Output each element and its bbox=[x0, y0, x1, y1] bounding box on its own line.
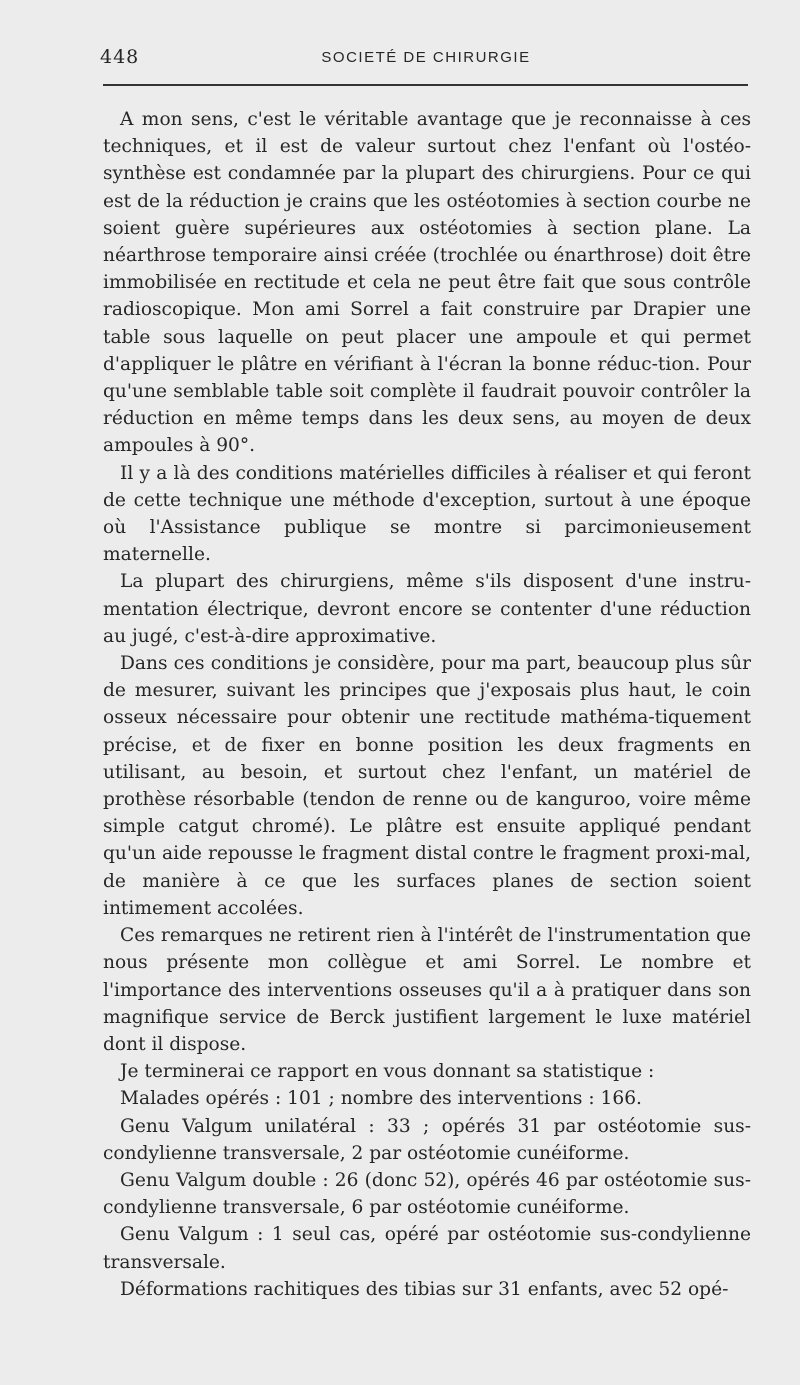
paragraph: A mon sens, c'est le véritable avantage que je reconnaisse à ces techniques, et il est de valeur surtout chez l'enfant où l'ostéo-synthèse est condamnée par la plupart des chirurgiens. Pour ce qui est de la réduction je crains que les ostéotomies à section courbe ne soient guère supérieures aux ostéotomies à section plane. La néarthrose temporaire ainsi créée (trochlée ou énarthrose) doit être immobilisée en rectitude et cela ne peut être fait que sous contrôle radioscopique. Mon ami Sorrel a fait construire par Drapier une table sous laquelle on peut placer une ampoule et qui permet d'appliquer le plâtre en vérifiant à l'écran la bonne réduc-tion. Pour qu'une semblable table soit complète il faudrait pouvoir contrôler la réduction en même temps dans les deux sens, au moyen de deux ampoules à 90°. bbox=[103, 109, 751, 457]
paragraph: Il y a là des conditions matérielles difficiles à réaliser et qui feront de cette technique une méthode d'exception, surtout à une époque où l'Assistance publique se montre si parcimonieusement maternelle. bbox=[103, 462, 751, 566]
running-head: SOCIETÉ DE CHIRURGIE bbox=[321, 49, 531, 66]
paragraph: Déformations rachitiques des tibias sur 31 enfants, avec 52 opé- bbox=[120, 1278, 729, 1300]
paragraph: Ces remarques ne retirent rien à l'intérêt de l'instrumentation que nous présente mon collègue et ami Sorrel. Le nombre et l'importance des interventions osseuses qu'il a à pratiquer dans son magnifique service de Berck justifient largement le luxe matériel dont il dispose. bbox=[103, 925, 751, 1055]
body-text bbox=[103, 106, 751, 1303]
paragraph: Genu Valgum unilatéral : 33 ; opérés 31 par ostéotomie sus-condylienne transversale, 2 par ostéotomie cunéiforme. bbox=[103, 1115, 751, 1164]
paragraph: Dans ces conditions je considère, pour ma part, beaucoup plus sûr de mesurer, suivant les principes que j'exposais plus haut, le coin osseux nécessaire pour obtenir une rectitude mathéma-tiquement précise, et de fixer en bonne position les deux fragments en utilisant, au besoin, et surtout chez l'enfant, un matériel de prothèse résorbable (tendon de renne ou de kanguroo, voire même simple catgut chromé). Le plâtre est ensuite appliqué pendant qu'un aide repousse le fragment distal contre le fragment proxi-mal, de manière à ce que les surfaces planes de section soient intimement accolées. bbox=[103, 653, 751, 919]
paragraph: Malades opérés : 101 ; nombre des interventions : 166. bbox=[120, 1088, 642, 1110]
paragraph: Genu Valgum double : 26 (donc 52), opérés 46 par ostéotomie sus-condylienne transversale, 6 par ostéotomie cunéiforme. bbox=[103, 1169, 751, 1219]
paragraph: Je terminerai ce rapport en vous donnant sa statistique : bbox=[120, 1061, 655, 1083]
page-number: 448 bbox=[100, 46, 140, 68]
paragraph: Genu Valgum : 1 seul cas, opéré par ostéotomie sus-condylienne transversale. bbox=[103, 1224, 751, 1273]
page-header bbox=[100, 44, 752, 72]
paragraph: La plupart des chirurgiens, même s'ils disposent d'une instru-mentation électrique, devront encore se contenter d'une réduction au jugé, c'est-à-dire approximative. bbox=[103, 571, 751, 647]
header-rule bbox=[103, 84, 748, 86]
